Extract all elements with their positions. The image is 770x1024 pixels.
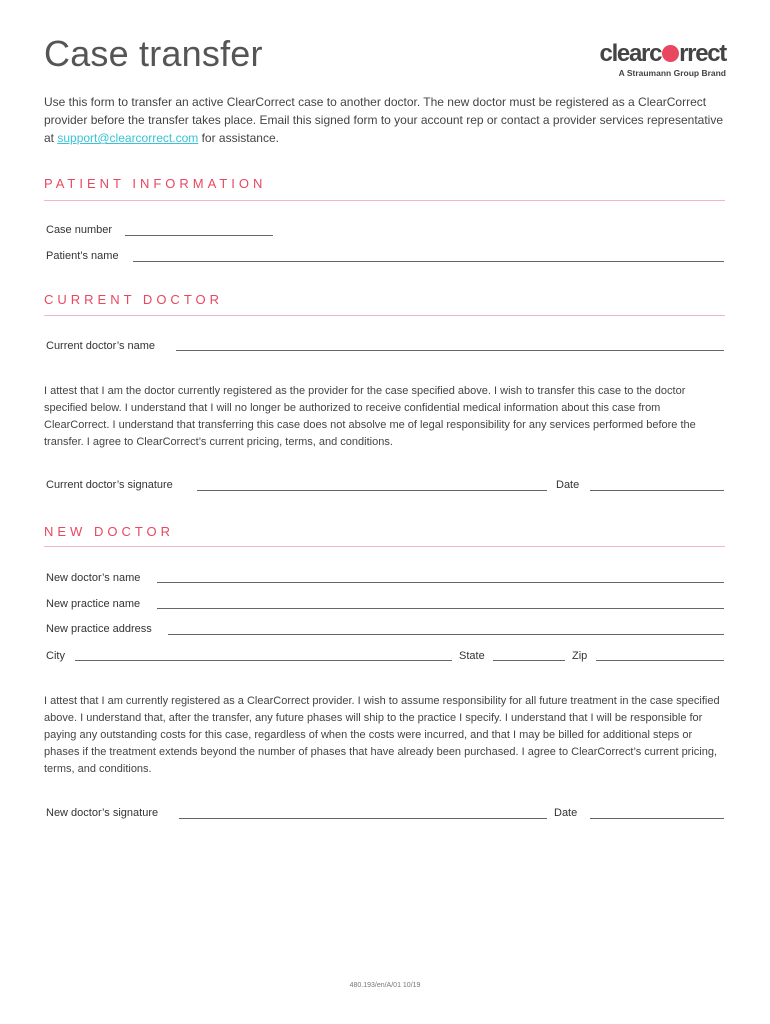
current-doctor-attestation: I attest that I am the doctor currently registered as the provider for the case specified above. I wish to transfer this case to the doctor specified below. I understand that I will no longer be authorized to receive confidential medical information about this case from ClearCorrect. I understand that transferring this case does not absolve me of legal responsibility for any services performed before the transfer. I agree to ClearCorrect’s current pricing, terms, and conditions. [44, 385, 696, 448]
logo-dot-icon [662, 45, 679, 62]
new-doctor-signature-field[interactable] [179, 818, 547, 819]
new-doctor-name-field[interactable] [157, 582, 724, 583]
state-field[interactable] [493, 660, 565, 661]
new-practice-name-field[interactable] [157, 608, 724, 609]
city-label: City [46, 650, 65, 662]
section-new-doctor: NEW DOCTOR [44, 524, 175, 539]
current-doctor-signature-label: Current doctor’s signature [46, 479, 173, 491]
new-doctor-date-field[interactable] [590, 818, 724, 819]
clearcorrect-logo: clearc rrect A Straumann Group Brand [599, 40, 726, 78]
patient-name-field[interactable] [133, 261, 724, 262]
support-email-link[interactable]: support@clearcorrect.com [57, 131, 199, 145]
section-patient-information: PATIENT INFORMATION [44, 176, 267, 191]
current-doctor-name-label: Current doctor’s name [46, 340, 156, 352]
section-divider [44, 546, 725, 547]
patient-name-label: Patient’s name [46, 250, 119, 262]
section-divider [44, 200, 725, 201]
section-divider [44, 315, 725, 316]
new-doctor-attestation: I attest that I am currently registered as a ClearCorrect provider. I wish to assume responsibility for all future treatment in the case specified above. I understand that, after the transfer, any future phases will ship to the practice I specify. I understand that I will be responsible for paying any outstanding costs for this case, regardless of when the costs were incurred, and that I may be billed for additional steps or phases if the treatment extends beyond the number of phases that have already been purchased. I agree to ClearCorrect’s current pricing, terms, and conditions. [44, 695, 720, 775]
page-title: Case transfer [44, 33, 263, 74]
section-current-doctor: CURRENT DOCTOR [44, 292, 224, 307]
new-doctor-signature-label: New doctor’s signature [46, 807, 159, 819]
new-doctor-date-label: Date [554, 807, 578, 819]
new-practice-name-label: New practice name [46, 598, 141, 610]
current-doctor-date-field[interactable] [590, 490, 724, 491]
city-field[interactable] [75, 660, 452, 661]
intro-text: Use this form to transfer an active ClearCorrect case to another doctor. The new doctor must be registered as a ClearCorrect provider before the transfer takes place. Email this signed form to your account rep or contact a provider services representative at support@clearcorrect.com for assistance. [44, 95, 723, 145]
current-doctor-signature-field[interactable] [197, 490, 547, 491]
current-doctor-name-field[interactable] [176, 350, 724, 351]
new-doctor-name-label: New doctor’s name [46, 572, 141, 584]
case-number-label: Case number [46, 224, 113, 236]
logo-tagline: A Straumann Group Brand [618, 68, 726, 78]
new-practice-address-label: New practice address [46, 623, 152, 635]
form-code: 480.193/en/A/01 10/19 [349, 982, 421, 989]
current-doctor-date-label: Date [556, 479, 580, 491]
new-practice-address-field[interactable] [168, 634, 724, 635]
case-number-field[interactable] [125, 235, 273, 236]
zip-field[interactable] [596, 660, 724, 661]
zip-label: Zip [572, 650, 588, 662]
state-label: State [459, 650, 485, 662]
